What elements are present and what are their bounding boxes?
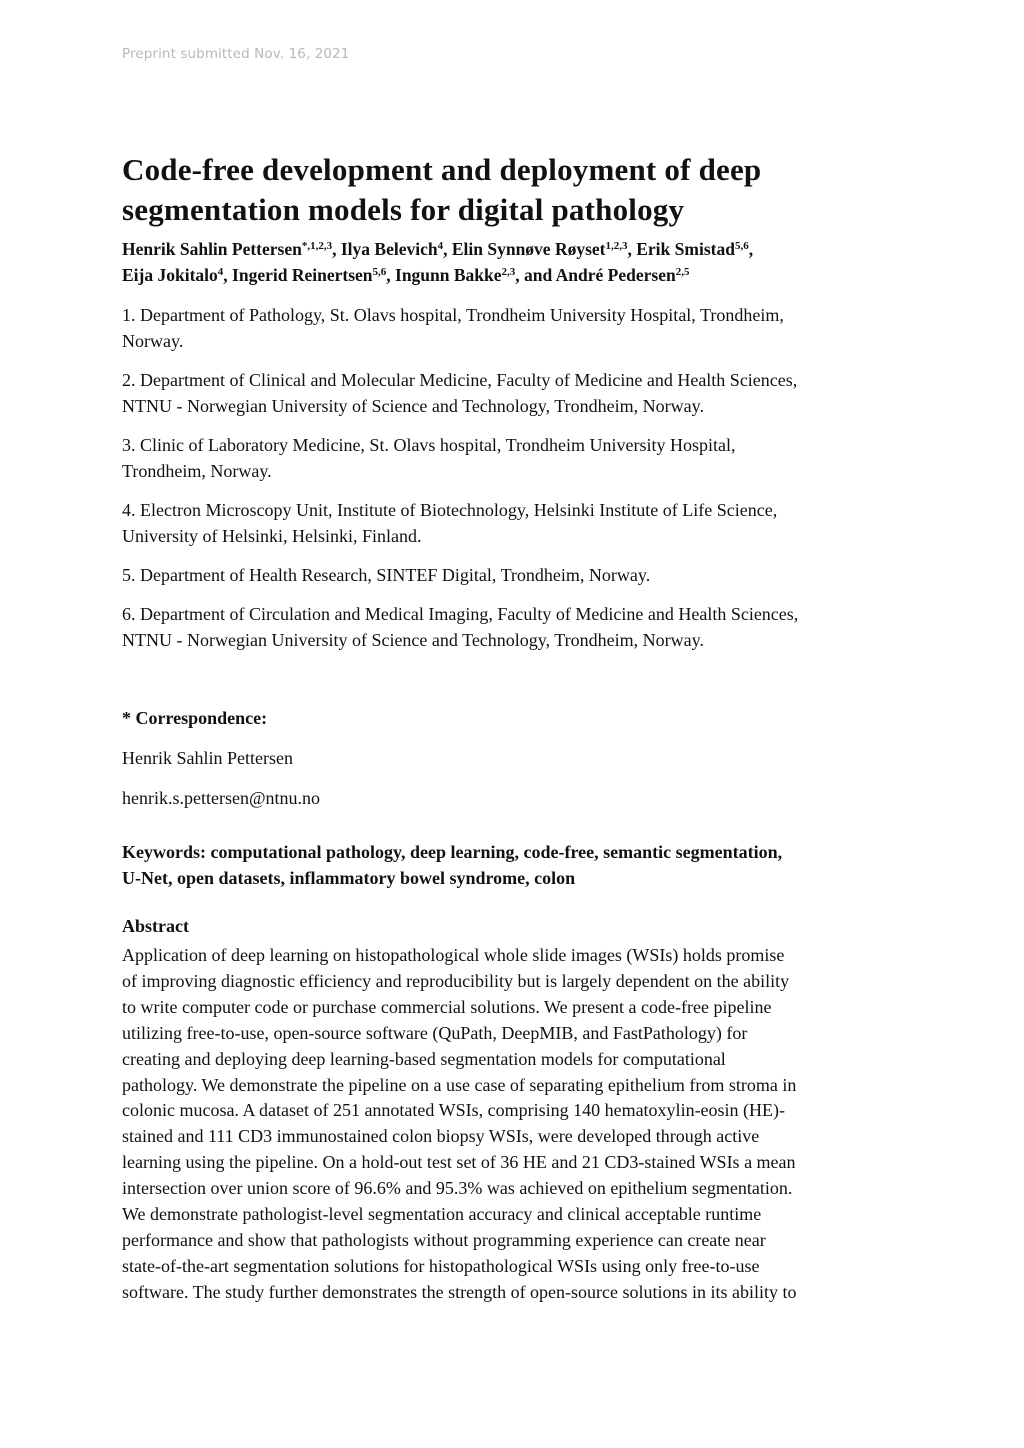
affiliation-line: 3. Clinic of Laboratory Medicine, St. Olavs hospital, Trondheim University Hospital, <box>122 435 736 455</box>
affiliation-line: 5. Department of Health Research, SINTEF Digital, Trondheim, Norway. <box>122 565 651 585</box>
author-affiliation-marker: 4 <box>217 266 224 278</box>
affiliation-list <box>122 302 912 653</box>
affiliation-line: NTNU - Norwegian University of Science and Technology, Trondheim, Norway. <box>122 630 704 650</box>
affiliation-item <box>122 497 912 549</box>
author-affiliation-marker: 2,3 <box>501 266 516 278</box>
author-list <box>122 236 912 288</box>
title-line: segmentation models for digital pathology <box>122 192 685 227</box>
abstract-heading: Abstract <box>122 916 189 936</box>
keywords-line: Keywords: computational pathology, deep learning, code-free, semantic segmentation, <box>122 842 783 862</box>
author-separator: , <box>386 265 396 285</box>
abstract-line: of improving diagnostic efficiency and reproducibility but is largely dependent on the ability <box>122 970 790 991</box>
author-affiliation-marker: 5,6 <box>372 266 387 278</box>
author-name: Ingunn Bakke <box>395 265 502 285</box>
abstract-line: software. The study further demonstrates the strength of open-source solutions in its ability to <box>122 1281 797 1302</box>
abstract-line: to write computer code or purchase commercial solutions. We present a code-free pipeline <box>122 996 772 1017</box>
paper-content <box>122 150 912 1306</box>
author-name: Ingerid Reinertsen <box>232 265 373 285</box>
affiliation-item <box>122 601 912 653</box>
abstract-line: learning using the pipeline. On a hold-out test set of 36 HE and 21 CD3-stained WSIs a mean <box>122 1152 796 1173</box>
affiliation-line: 1. Department of Pathology, St. Olavs hospital, Trondheim University Hospital, Trondheim, <box>122 305 784 325</box>
affiliation-line: Trondheim, Norway. <box>122 461 272 481</box>
abstract-line: creating and deploying deep learning-based segmentation models for computational <box>122 1048 726 1069</box>
affiliation-item <box>122 367 912 419</box>
abstract-line: stained and 111 CD3 immunostained colon biopsy WSIs, were developed through active <box>122 1126 760 1147</box>
author-separator: , <box>223 265 233 285</box>
author-affiliation-marker: 1,2,3 <box>605 240 628 252</box>
affiliation-item <box>122 432 912 484</box>
author-name: Henrik Sahlin Pettersen <box>122 239 302 259</box>
abstract-line: utilizing free-to-use, open-source software (QuPath, DeepMIB, and FastPathology) for <box>122 1022 748 1043</box>
paper-title <box>122 150 822 230</box>
abstract-line: state-of-the-art segmentation solutions for histopathological WSIs using only free-to-use <box>122 1255 760 1276</box>
correspondence-name: Henrik Sahlin Pettersen <box>122 748 293 768</box>
title-line: Code-free development and deployment of deep <box>122 152 762 187</box>
affiliation-item <box>122 562 912 588</box>
affiliation-line: 2. Department of Clinical and Molecular Medicine, Faculty of Medicine and Health Sciences, <box>122 370 798 390</box>
author-name: André Pedersen <box>555 265 676 285</box>
author-affiliation-marker: 2,5 <box>675 266 690 278</box>
abstract-line: performance and show that pathologists without programming experience can create near <box>122 1229 766 1250</box>
affiliation-item <box>122 302 912 354</box>
keywords <box>122 839 912 891</box>
affiliation-line: NTNU - Norwegian University of Science and Technology, Trondheim, Norway. <box>122 396 704 416</box>
abstract-line: Application of deep learning on histopathological whole slide images (WSIs) holds promise <box>122 945 785 965</box>
correspondence-heading: * Correspondence: <box>122 708 268 728</box>
affiliation-line: Norway. <box>122 331 184 351</box>
author-affiliation-marker: 5,6 <box>734 240 749 252</box>
abstract-line: We demonstrate pathologist-level segmentation accuracy and clinical acceptable runtime <box>122 1204 762 1225</box>
author-affiliation-marker: 4 <box>437 240 444 252</box>
abstract-line: pathology. We demonstrate the pipeline on a use case of separating epithelium from stroma in <box>122 1074 797 1095</box>
keywords-line: U-Net, open datasets, inflammatory bowel syndrome, colon <box>122 868 576 888</box>
abstract-line: intersection over union score of 96.6% and 95.3% was achieved on epithelium segmentation. <box>122 1178 793 1199</box>
author-separator: , <box>443 239 452 259</box>
correspondence-email: henrik.s.pettersen@ntnu.no <box>122 788 321 808</box>
preprint-notice: Preprint submitted Nov. 16, 2021 <box>122 46 350 62</box>
author-affiliation-marker: *,1,2,3 <box>301 240 333 252</box>
affiliation-line: 4. Electron Microscopy Unit, Institute of Biotechnology, Helsinki Institute of Life Science, <box>122 500 778 520</box>
author-name: Eija Jokitalo <box>122 265 218 285</box>
author-separator: , <box>748 239 754 259</box>
abstract-line: colonic mucosa. A dataset of 251 annotated WSIs, comprising 140 hematoxylin-eosin (HE)- <box>122 1100 786 1121</box>
affiliation-line: University of Helsinki, Helsinki, Finland. <box>122 526 422 546</box>
author-separator: , <box>627 239 637 259</box>
author-name: Erik Smistad <box>636 239 735 259</box>
author-separator: , and <box>515 265 556 285</box>
abstract-body <box>122 943 912 1306</box>
author-name: Elin Synnøve Røyset <box>451 239 606 259</box>
author-separator: , <box>332 239 341 259</box>
affiliation-line: 6. Department of Circulation and Medical Imaging, Faculty of Medicine and Health Sciences, <box>122 604 799 624</box>
author-name: Ilya Belevich <box>340 239 438 259</box>
